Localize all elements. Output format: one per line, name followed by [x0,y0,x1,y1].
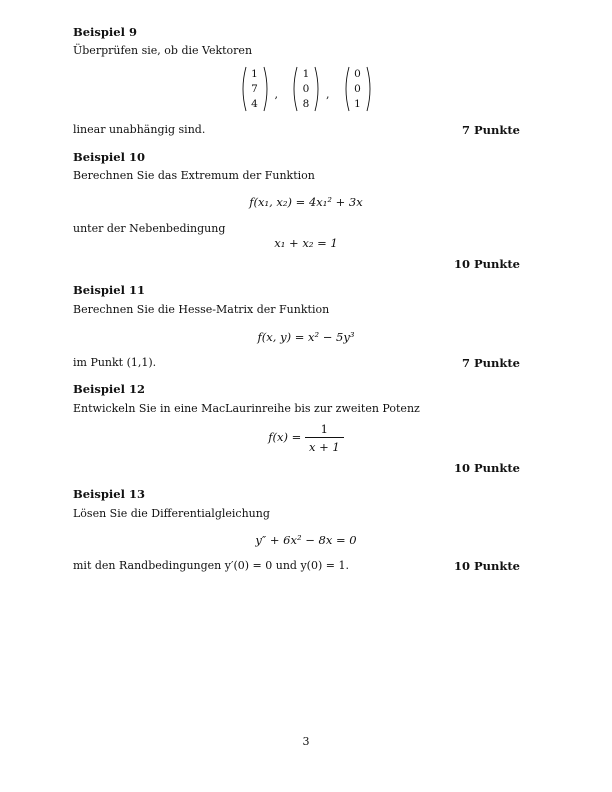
vector-list: 1 7 4 , 1 0 8 , 0 0 1 [0,66,612,112]
problem-11-formula: f(x, y) = x² − 5y³ [257,330,355,344]
problem-9-points: 7 Punkte [462,123,520,137]
vector-entry: 7 [251,82,258,95]
vector-entry: 1 [302,67,310,80]
fraction-numerator: 1 [320,422,328,436]
vector-1 [239,66,271,112]
problem-9-intro: Überprüfen sie, ob die Vektoren [73,44,253,57]
problem-10-points: 10 Punkte [454,257,520,271]
problem-10-heading: Beispiel 10 [73,150,145,164]
problem-13-outro: mit den Randbedingungen y′(0) = 0 und y(0) = 1. [73,559,349,572]
problem-12-formula [0,422,612,454]
problem-10-constraint: x₁ + x₂ = 1 [274,236,338,250]
problem-13-formula: y″ + 6x² − 8x = 0 [255,533,357,547]
problem-12-points: 10 Punkte [454,461,520,475]
fraction-denominator: x + 1 [305,437,344,454]
formula-lhs: f(x) = [268,430,302,444]
problem-12-heading: Beispiel 12 [73,382,145,396]
problem-12-intro: Entwickeln Sie in eine MacLaurinreihe bis zur zweiten Potenz [73,402,420,415]
problem-13-points: 10 Punkte [454,559,520,573]
vector-entry: 0 [354,67,361,80]
problem-13-heading: Beispiel 13 [73,487,145,501]
problem-10-intro: Berechnen Sie das Extremum der Funktion [73,169,315,182]
vector-entry: 4 [251,97,258,110]
problem-11-heading: Beispiel 11 [73,283,145,297]
problem-11-intro: Berechnen Sie die Hesse-Matrix der Funktion [73,303,330,316]
vector-3 [342,66,374,112]
problem-11-outro: im Punkt (1,1). [73,356,157,369]
vector-entry: 1 [354,97,361,110]
fraction [305,422,344,454]
vector-entry: 0 [302,82,310,95]
problem-9-outro: linear unabhängig sind. [73,123,206,136]
problem-10-middle: unter der Nebenbedingung [73,222,226,235]
page-number: 3 [302,735,310,748]
vector-entry: 8 [302,97,310,110]
problem-10-formula: f(x₁, x₂) = 4x₁² + 3x [249,195,363,209]
vector-entry: 0 [354,82,361,95]
problem-13-intro: Lösen Sie die Differentialgleichung [73,507,270,520]
vector-2 [290,66,322,112]
problem-11-points: 7 Punkte [462,356,520,370]
problem-9-heading: Beispiel 9 [73,25,137,39]
vector-entry: 1 [251,67,258,80]
